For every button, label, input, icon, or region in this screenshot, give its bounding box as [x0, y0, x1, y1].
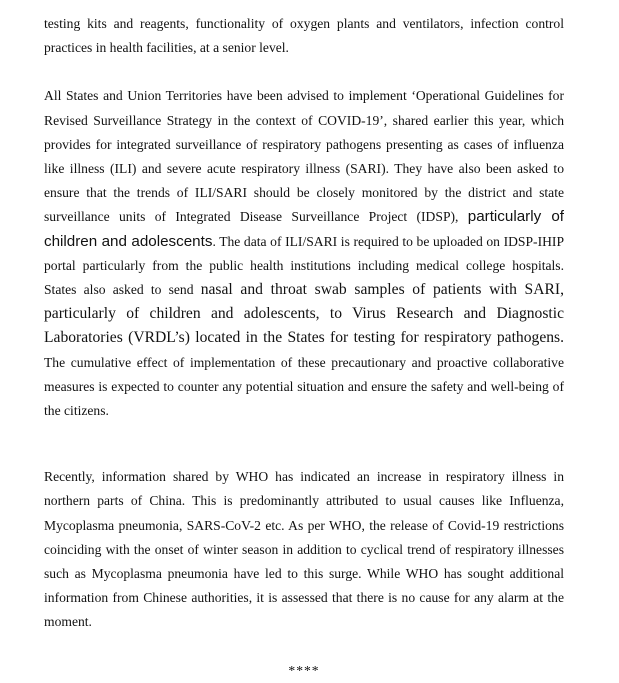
paragraph-3: Recently, information shared by WHO has indicated an increase in respiratory illness in northern parts of China. This is predominantly attributed to usual causes like Influenza, Mycoplasma pneumonia, SARS-CoV-2 etc. As per WHO, the release of Covid-19 restrictions coinciding with the onset of winter season in addition to cyclical trend of respiratory illnesses such as Mycoplasma pneumonia have led to this surge. While WHO has sought additional information from Chinese authorities, it is assessed that there is no cause for any alarm at the moment.: [44, 469, 564, 630]
emphasis-children-adolescents: particularly of children and adolescents: [44, 208, 564, 250]
document-page: [44, 12, 564, 683]
paragraph-2-part-c: The cumulative effect of implementation of these precautionary and proactive collaborative measures is expected to counter any potential situation and ensure the safety and well-being of the citizens.: [44, 354, 564, 419]
closing-mark: ****: [288, 662, 320, 678]
paragraph-2-part-b: . The data of ILI/SARI is required to be uploaded on IDSP-IHIP portal particularly from the public health institutions including medical college hospitals. States also asked to send: [44, 233, 565, 298]
paragraph-2-part-a: All States and Union Territories have been advised to implement ‘Operational Guidelines for Revised Surveillance Strategy in the context of COVID-19’, shared earlier this year, which provides for integrated surveillance of respiratory pathogens presenting as cases of influenza like illness (ILI) and severe acute respiratory illness (SARI). They have also been asked to ensure that the trends of ILI/SARI should be closely monitored by the district and state surveillance units of Integrated Disease Surveillance Project (IDSP),: [44, 88, 564, 225]
emphasis-swab-samples: nasal and throat swab samples of patients with SARI, particularly of children and adolescents, to Virus Research and Diagnostic Laboratories (VRDL’s) located in the States for testing for respiratory pathogens.: [44, 281, 564, 347]
paragraph-1: testing kits and reagents, functionality of oxygen plants and ventilators, infection control practices in health facilities, at a senior level.: [44, 16, 564, 56]
paragraph-2: [44, 84, 564, 423]
